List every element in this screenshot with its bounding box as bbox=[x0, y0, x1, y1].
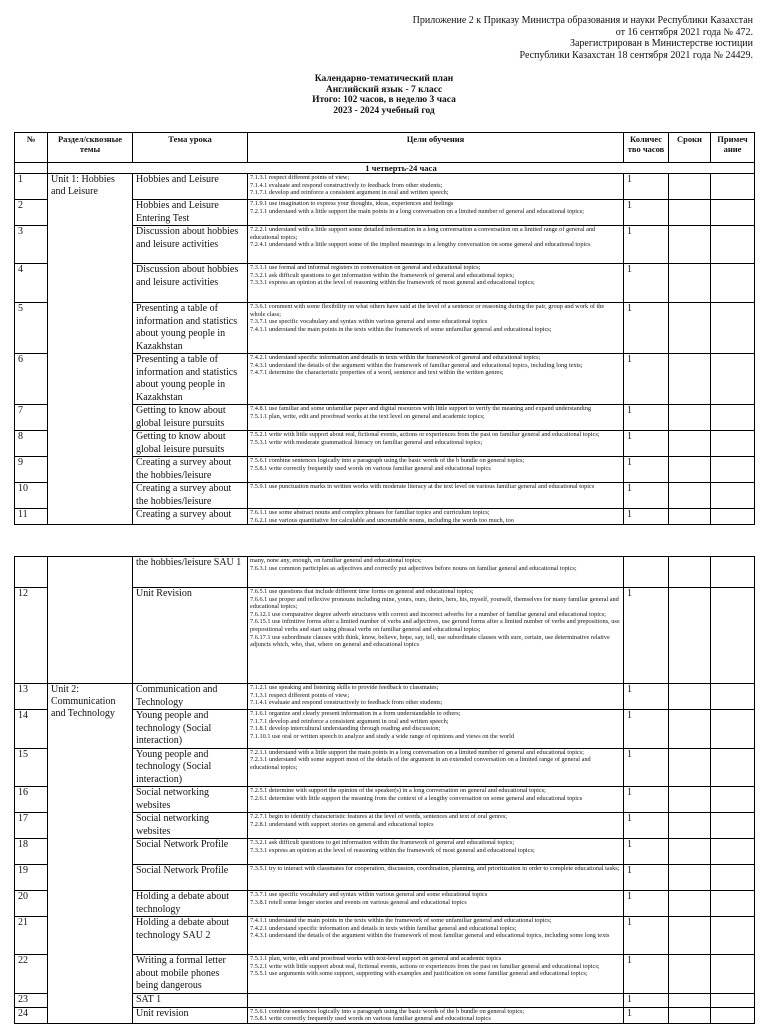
dates-cell bbox=[669, 303, 711, 354]
row-number: 15 bbox=[15, 748, 48, 787]
objective-line: 7.4.2.1 understand specific information and details in texts within the framework of general and educational topics; bbox=[250, 354, 541, 361]
hours-count: 1 bbox=[624, 917, 669, 955]
learning-objectives bbox=[248, 483, 624, 509]
hours-count: 1 bbox=[624, 955, 669, 994]
objective-line: 7.5.3.1 write with moderate grammatical literacy on familiar general and educational topics; bbox=[250, 438, 483, 446]
title-line: Английский язык - 7 класс bbox=[325, 84, 443, 95]
title-line: 2023 - 2024 учебный год bbox=[333, 105, 435, 116]
lesson-topic: Holding a debate about technology SAU 2 bbox=[133, 917, 248, 955]
objective-line: 7.3.7.1 use specific vocabulary and syntax within various general and some educational topics bbox=[250, 891, 488, 898]
learning-objectives bbox=[248, 588, 624, 684]
objective-line: 7.2.8.1 understand with support stories on general and educational topics bbox=[250, 820, 434, 828]
lesson-topic: Social Network Profile bbox=[133, 839, 248, 865]
row-number: 11 bbox=[15, 509, 48, 525]
row-number: 16 bbox=[15, 787, 48, 813]
objective-line: 7.6.1.1 use some abstract nouns and complex phrases for familiar topics and curriculum topics; bbox=[250, 509, 490, 516]
objective-line: 7.2.5.1 determine with support the opinion of the speaker(s) in a long conversation on general and educational topics; bbox=[250, 787, 546, 794]
dates-cell bbox=[669, 431, 711, 457]
lesson-topic: Presenting a table of information and statistics about young people in Kazakhstan bbox=[133, 303, 248, 354]
hours-count: 1 bbox=[624, 994, 669, 1008]
objective-line: 7.3.7.1 use specific vocabulary and syntax within various general and some educational topics bbox=[250, 318, 488, 326]
objective-line: 7.2.7.1 begin to identify characteristic features at the level of words, sentences and text of oral genres; bbox=[250, 813, 508, 820]
lesson-topic: Creating a survey about bbox=[133, 509, 248, 525]
title-line: Календарно-тематический план bbox=[314, 74, 454, 84]
objective-line: 7.3.5.1 try to interact with classmates for cooperation, discussion, coordination, planning, and prioritization in order to complete educational tasks; bbox=[250, 865, 620, 872]
lesson-topic: Creating a survey about the hobbies/leisure bbox=[133, 483, 248, 509]
objective-line: 7.3.6.1 comment with some flexibility on what others have said at the level of a sentence or reasoning during the pair, group and work of the whole class; bbox=[250, 303, 605, 318]
learning-objectives bbox=[248, 787, 624, 813]
lesson-topic: Social networking websites bbox=[133, 813, 248, 839]
notes-cell bbox=[711, 955, 755, 994]
objective-line: 7.5.8.1 write correctly frequently used words on various familiar general and educational topics bbox=[250, 464, 491, 472]
learning-objectives bbox=[248, 994, 624, 1008]
objective-line: 7.6.2.1 use various quantitative for calculable and uncountable nouns, including the words too much, too bbox=[250, 516, 514, 524]
notes-cell bbox=[711, 684, 755, 710]
table-row bbox=[15, 174, 755, 200]
notes-cell bbox=[711, 431, 755, 457]
objective-line: 7.3.2.1 ask difficult questions to get information within the framework of general and educational topics; bbox=[250, 271, 515, 279]
objective-line: 7.3.3.1 express an opinion at the level of reasoning within the framework of most general and educational topics; bbox=[250, 279, 535, 287]
plan-table-part2 bbox=[14, 556, 755, 1024]
objective-line: 7.1.4.1 evaluate and respond constructively to feedback from other students; bbox=[250, 181, 443, 189]
objective-line: 7.3.1.1 use formal and informal registers in conversation on general and educational topics; bbox=[250, 264, 481, 271]
notes-cell bbox=[711, 748, 755, 787]
objective-line: 7.5.1.1 plan, write, edit and proofread works at the text level on general and academic topics; bbox=[250, 412, 485, 420]
row-number: 23 bbox=[15, 994, 48, 1008]
quarter-row bbox=[15, 163, 755, 174]
lesson-topic: Hobbies and Leisure bbox=[133, 174, 248, 200]
notes-cell bbox=[711, 994, 755, 1008]
objective-line: 7.1.10.1 use oral or written speech to analyze and study a wide range of opinions and views on the world bbox=[250, 732, 515, 740]
lesson-topic: Social networking websites bbox=[133, 787, 248, 813]
hours-count: 1 bbox=[624, 1007, 669, 1023]
notes-cell bbox=[711, 813, 755, 839]
lesson-topic: SAT 1 bbox=[133, 994, 248, 1008]
row-number: 2 bbox=[15, 200, 48, 226]
section-cell: Unit 1: Hobbies and Leisure bbox=[48, 174, 133, 525]
objective-line: 7.5.5.1 use arguments with some support, supporting with examples and justification on some familiar general and educational topics; bbox=[250, 970, 588, 978]
learning-objectives bbox=[248, 684, 624, 710]
hours-count: 1 bbox=[624, 483, 669, 509]
hours-count: 1 bbox=[624, 748, 669, 787]
row-number: 1 bbox=[15, 174, 48, 200]
dates-cell bbox=[669, 200, 711, 226]
notes-cell bbox=[711, 710, 755, 749]
objective-line: 7.5.6.1 combine sentences logically into a paragraph using the basic words of the b bundle on general topics; bbox=[250, 1007, 525, 1015]
notes-cell bbox=[711, 787, 755, 813]
learning-objectives bbox=[248, 431, 624, 457]
hours-count: 1 bbox=[624, 865, 669, 891]
learning-objectives bbox=[248, 200, 624, 226]
col-header-notes: Примеч ание bbox=[711, 133, 755, 163]
learning-objectives bbox=[248, 865, 624, 891]
hours-count: 1 bbox=[624, 303, 669, 354]
dates-cell bbox=[669, 226, 711, 264]
dates-cell bbox=[669, 710, 711, 749]
objective-line: 7.2.1.1 understand with a little support the main points in a long conversation on a limited number of general and educational topics; bbox=[250, 748, 585, 756]
objective-line: 7.1.4.1 evaluate and respond constructively to feedback from other students; bbox=[250, 699, 443, 707]
section-cell bbox=[48, 557, 133, 684]
learning-objectives bbox=[248, 891, 624, 917]
objective-line: many, none any, enough, on familiar general and educational topics; bbox=[250, 557, 422, 564]
col-header-count: Количес тво часов bbox=[624, 133, 669, 163]
hours-count: 1 bbox=[624, 405, 669, 431]
row-number: 20 bbox=[15, 891, 48, 917]
row-number: 10 bbox=[15, 483, 48, 509]
header-line: Республики Казахстан 18 сентября 2021 года № 24429. bbox=[519, 49, 753, 61]
learning-objectives bbox=[248, 509, 624, 525]
hours-count: 1 bbox=[624, 200, 669, 226]
title-line: Итого: 102 часов, в неделю 3 часа bbox=[312, 95, 456, 105]
objective-line: 7.2.1.1 understand with a little support the main points in a long conversation on a limited number of general and educational topics; bbox=[250, 207, 585, 215]
table-row bbox=[15, 684, 755, 710]
notes-cell bbox=[711, 354, 755, 405]
lesson-topic: Unit revision bbox=[133, 1007, 248, 1023]
learning-objectives bbox=[248, 226, 624, 264]
notes-cell bbox=[711, 917, 755, 955]
hours-count: 1 bbox=[624, 457, 669, 483]
learning-objectives bbox=[248, 303, 624, 354]
dates-cell bbox=[669, 405, 711, 431]
hours-count: 1 bbox=[624, 588, 669, 684]
notes-cell bbox=[711, 891, 755, 917]
notes-cell bbox=[711, 483, 755, 509]
row-number: 24 bbox=[15, 1007, 48, 1023]
dates-cell bbox=[669, 354, 711, 405]
objective-line: 7.5.2.1 write with little support about real, fictional events, actions or experiences from the past on familiar general and educational topics; bbox=[250, 431, 600, 438]
quarter-label: 1 четверть-24 часа bbox=[48, 163, 755, 174]
objective-line: 7.6.6.1 use proper and reflexive pronouns including mine, yours, ours, theirs, hers, his, myself, yourself, themselves for many familiar general and educational topics; bbox=[250, 595, 619, 611]
hours-count: 1 bbox=[624, 226, 669, 264]
col-header-section: Раздел/сквозные темы bbox=[48, 133, 133, 163]
lesson-topic: Hobbies and Leisure Entering Test bbox=[133, 200, 248, 226]
row-number: 6 bbox=[15, 354, 48, 405]
hours-count: 1 bbox=[624, 891, 669, 917]
objective-line: 7.1.3.1 respect different points of view; bbox=[250, 691, 350, 699]
learning-objectives bbox=[248, 557, 624, 588]
col-header-num: № bbox=[15, 133, 48, 163]
objective-line: 7.6.15.1 use infinitive forms after a limited number of verbs and adjectives, use gerund forms after a limited number of verbs and prepositions, use prepositional verbs and start using phrasal verbs on familiar general and educational topics; bbox=[250, 618, 620, 633]
section-cell: Unit 2: Communication and Technology bbox=[48, 684, 133, 1024]
learning-objectives bbox=[248, 710, 624, 749]
hours-count: 1 bbox=[624, 264, 669, 303]
learning-objectives bbox=[248, 955, 624, 994]
row-number: 12 bbox=[15, 588, 48, 684]
notes-cell bbox=[711, 1007, 755, 1023]
header-line: от 16 сентября 2021 года № 472. bbox=[615, 26, 753, 38]
row-number: 17 bbox=[15, 813, 48, 839]
objective-line: 7.4.8.1 use familiar and some unfamiliar paper and digital resources with little support to verify the meaning and expand understanding bbox=[250, 405, 591, 412]
hours-count: 1 bbox=[624, 509, 669, 525]
learning-objectives bbox=[248, 917, 624, 955]
lesson-topic: Unit Revision bbox=[133, 588, 248, 684]
learning-objectives bbox=[248, 405, 624, 431]
plan-table-part1 bbox=[14, 132, 755, 525]
header-line: Зарегистрирован в Министерстве юстиции bbox=[569, 38, 753, 49]
objective-line: 7.1.9.1 use imagination to express your thoughts, ideas, experiences and feelings bbox=[250, 200, 454, 207]
dates-cell bbox=[669, 917, 711, 955]
lesson-topic: Getting to know about global leisure pursuits bbox=[133, 405, 248, 431]
row-number: 19 bbox=[15, 865, 48, 891]
table-header-row bbox=[15, 133, 755, 163]
dates-cell bbox=[669, 839, 711, 865]
hours-count: 1 bbox=[624, 813, 669, 839]
learning-objectives bbox=[248, 457, 624, 483]
objective-line: 7.5.1.1 plan, write, edit and proofread works with text-level support on general and academic topics bbox=[250, 955, 502, 962]
notes-cell bbox=[711, 509, 755, 525]
objective-line: 7.6.12.1 use comparative degree adverb structures with correct and incorrect adverbs for a number of familiar general and educational topics; bbox=[250, 610, 606, 618]
notes-cell bbox=[711, 226, 755, 264]
objective-line: 7.6.5.1 use questions that include different time forms on general and educational topics; bbox=[250, 588, 474, 595]
objective-line: 7.1.7.1 develop and reinforce a consistent argument in oral and written speech; bbox=[250, 189, 449, 197]
lesson-topic: Communication and Technology bbox=[133, 684, 248, 710]
objective-line: 7.3.2.1 ask difficult questions to get information within the framework of general and educational topics; bbox=[250, 839, 515, 846]
hours-count: 1 bbox=[624, 839, 669, 865]
objective-line: 7.3.8.1 retell some longer stories and events on various general and educational topics bbox=[250, 898, 467, 906]
hours-count: 1 bbox=[624, 354, 669, 405]
learning-objectives bbox=[248, 264, 624, 303]
hours-count: 1 bbox=[624, 684, 669, 710]
lesson-topic: the hobbies/leisure SAU 1 bbox=[133, 557, 248, 588]
dates-cell bbox=[669, 994, 711, 1008]
row-number: 9 bbox=[15, 457, 48, 483]
objective-line: 7.1.3.1 respect different points of view; bbox=[250, 174, 350, 181]
lesson-topic: Young people and technology (Social interaction) bbox=[133, 710, 248, 749]
objective-line: 7.5.8.1 write correctly frequently used words on various familiar general and educational topics bbox=[250, 1015, 491, 1023]
row-number: 21 bbox=[15, 917, 48, 955]
notes-cell bbox=[711, 839, 755, 865]
dates-cell bbox=[669, 748, 711, 787]
learning-objectives bbox=[248, 748, 624, 787]
lesson-topic: Social Network Profile bbox=[133, 865, 248, 891]
learning-objectives bbox=[248, 174, 624, 200]
hours-count: 1 bbox=[624, 174, 669, 200]
learning-objectives bbox=[248, 1007, 624, 1023]
objective-line: 7.2.6.1 determine with little support the meaning from the context of a lengthy conversation on some general and educational topics bbox=[250, 794, 583, 802]
objective-line: 7.4.1.1 understand the main points in the texts within the framework of some unfamiliar general and educational topics; bbox=[250, 325, 552, 333]
hours-count: 1 bbox=[624, 710, 669, 749]
order-reference-header bbox=[333, 15, 753, 61]
objective-line: 7.5.9.1 use punctuation marks in written works with moderate literacy at the text level on various familiar general and educational topics bbox=[250, 483, 595, 490]
dates-cell bbox=[669, 588, 711, 684]
objective-line: 7.6.17.1 use subordinate clauses with think, know, believe, hope, say, tell, use subordinate clauses with sure, certain, use determinative relative adjuncts which, who, that, where on general and educational topics bbox=[250, 633, 610, 649]
objective-line: 7.2.2.1 understand with a little support some detailed information in a long conversation a conversation on a limited range of general and educational topics; bbox=[250, 226, 596, 241]
objective-line: 7.1.2.1 use speaking and listening skills to provide feedback to classmates; bbox=[250, 684, 439, 691]
document-title bbox=[0, 74, 768, 116]
row-number: 13 bbox=[15, 684, 48, 710]
header-line: Приложение 2 к Приказу Министра образования и науки Республики Казахстан bbox=[412, 15, 753, 26]
lesson-topic: Presenting a table of information and statistics about young people in Kazakhstan bbox=[133, 354, 248, 405]
row-number: 22 bbox=[15, 955, 48, 994]
dates-cell bbox=[669, 264, 711, 303]
objective-line: 7.4.1.1 understand the main points in the texts within the framework of some unfamiliar general and educational topics; bbox=[250, 917, 552, 924]
objective-line: 7.1.8.1 develop intercultural understanding through reading and discussion; bbox=[250, 725, 441, 733]
notes-cell bbox=[711, 174, 755, 200]
col-header-topic: Тема урока bbox=[133, 133, 248, 163]
lesson-topic: Getting to know about global leisure pursuits bbox=[133, 431, 248, 457]
notes-cell bbox=[711, 303, 755, 354]
col-header-objectives: Цели обучения bbox=[248, 133, 624, 163]
objective-line: 7.1.7.1 develop and reinforce a consistent argument in oral and written speech; bbox=[250, 717, 449, 725]
row-number bbox=[15, 557, 48, 588]
lesson-topic: Holding a debate about technology bbox=[133, 891, 248, 917]
notes-cell bbox=[711, 405, 755, 431]
hours-count: 1 bbox=[624, 431, 669, 457]
row-number: 7 bbox=[15, 405, 48, 431]
notes-cell bbox=[711, 557, 755, 588]
lesson-topic: Writing a formal letter about mobile phones being dangerous bbox=[133, 955, 248, 994]
objective-line: 7.4.7.1 determine the characteristic properties of a word, sentence and text within the written genres; bbox=[250, 369, 504, 377]
objective-line: 7.6.3.1 use common participles as adjectives and correctly put adjectives before nouns on familiar general and educational topics; bbox=[250, 564, 577, 572]
notes-cell bbox=[711, 457, 755, 483]
dates-cell bbox=[669, 955, 711, 994]
learning-objectives bbox=[248, 813, 624, 839]
notes-cell bbox=[711, 264, 755, 303]
row-number: 14 bbox=[15, 710, 48, 749]
objective-line: 7.4.2.1 understand specific information and details in texts within familiar general and educational topics; bbox=[250, 924, 517, 932]
dates-cell bbox=[669, 813, 711, 839]
notes-cell bbox=[711, 200, 755, 226]
row-number: 4 bbox=[15, 264, 48, 303]
dates-cell bbox=[669, 787, 711, 813]
dates-cell bbox=[669, 457, 711, 483]
hours-count: 1 bbox=[624, 787, 669, 813]
objective-line: 7.4.3.1 understand the details of the argument within the framework of most familiar general and educational topics, including some long texts bbox=[250, 932, 610, 940]
dates-cell bbox=[669, 509, 711, 525]
row-number: 8 bbox=[15, 431, 48, 457]
lesson-topic: Discussion about hobbies and leisure activities bbox=[133, 226, 248, 264]
notes-cell bbox=[711, 865, 755, 891]
learning-objectives bbox=[248, 354, 624, 405]
row-number: 5 bbox=[15, 303, 48, 354]
dates-cell bbox=[669, 1007, 711, 1023]
row-number: 3 bbox=[15, 226, 48, 264]
dates-cell bbox=[669, 684, 711, 710]
col-header-dates: Сроки bbox=[669, 133, 711, 163]
dates-cell bbox=[669, 483, 711, 509]
row-number: 18 bbox=[15, 839, 48, 865]
notes-cell bbox=[711, 588, 755, 684]
objective-line: 7.5.2.1 write with little support about real, fictional events, actions or experiences from the past on familiar general and educational topics; bbox=[250, 962, 600, 970]
objective-line: 7.2.4.1 understand with a little support some of the implied meanings in a lengthy conversation on some general and educational topics bbox=[250, 241, 591, 249]
table-row bbox=[15, 557, 755, 588]
objective-line: 7.2.3.1 understand with some support most of the details of the argument in an extended conversation on a limited range of general and educational topics; bbox=[250, 756, 591, 771]
hours-count bbox=[624, 557, 669, 588]
objective-line: 7.5.6.1 combine sentences logically into a paragraph using the basic words of the b bundle on general topics; bbox=[250, 457, 525, 464]
lesson-topic: Creating a survey about the hobbies/leisure bbox=[133, 457, 248, 483]
objective-line: 7.3.3.1 express an opinion at the level of reasoning within the framework of most general and educational topics; bbox=[250, 846, 535, 854]
lesson-topic: Discussion about hobbies and leisure activities bbox=[133, 264, 248, 303]
learning-objectives bbox=[248, 839, 624, 865]
lesson-topic: Young people and technology (Social interaction) bbox=[133, 748, 248, 787]
dates-cell bbox=[669, 557, 711, 588]
dates-cell bbox=[669, 891, 711, 917]
dates-cell bbox=[669, 174, 711, 200]
objective-line: 7.1.6.1 organize and clearly present information in a form understandable to others; bbox=[250, 710, 461, 717]
objective-line: 7.4.3.1 understand the details of the argument within the framework of familiar general and educational topics, including long texts; bbox=[250, 361, 583, 369]
dates-cell bbox=[669, 865, 711, 891]
